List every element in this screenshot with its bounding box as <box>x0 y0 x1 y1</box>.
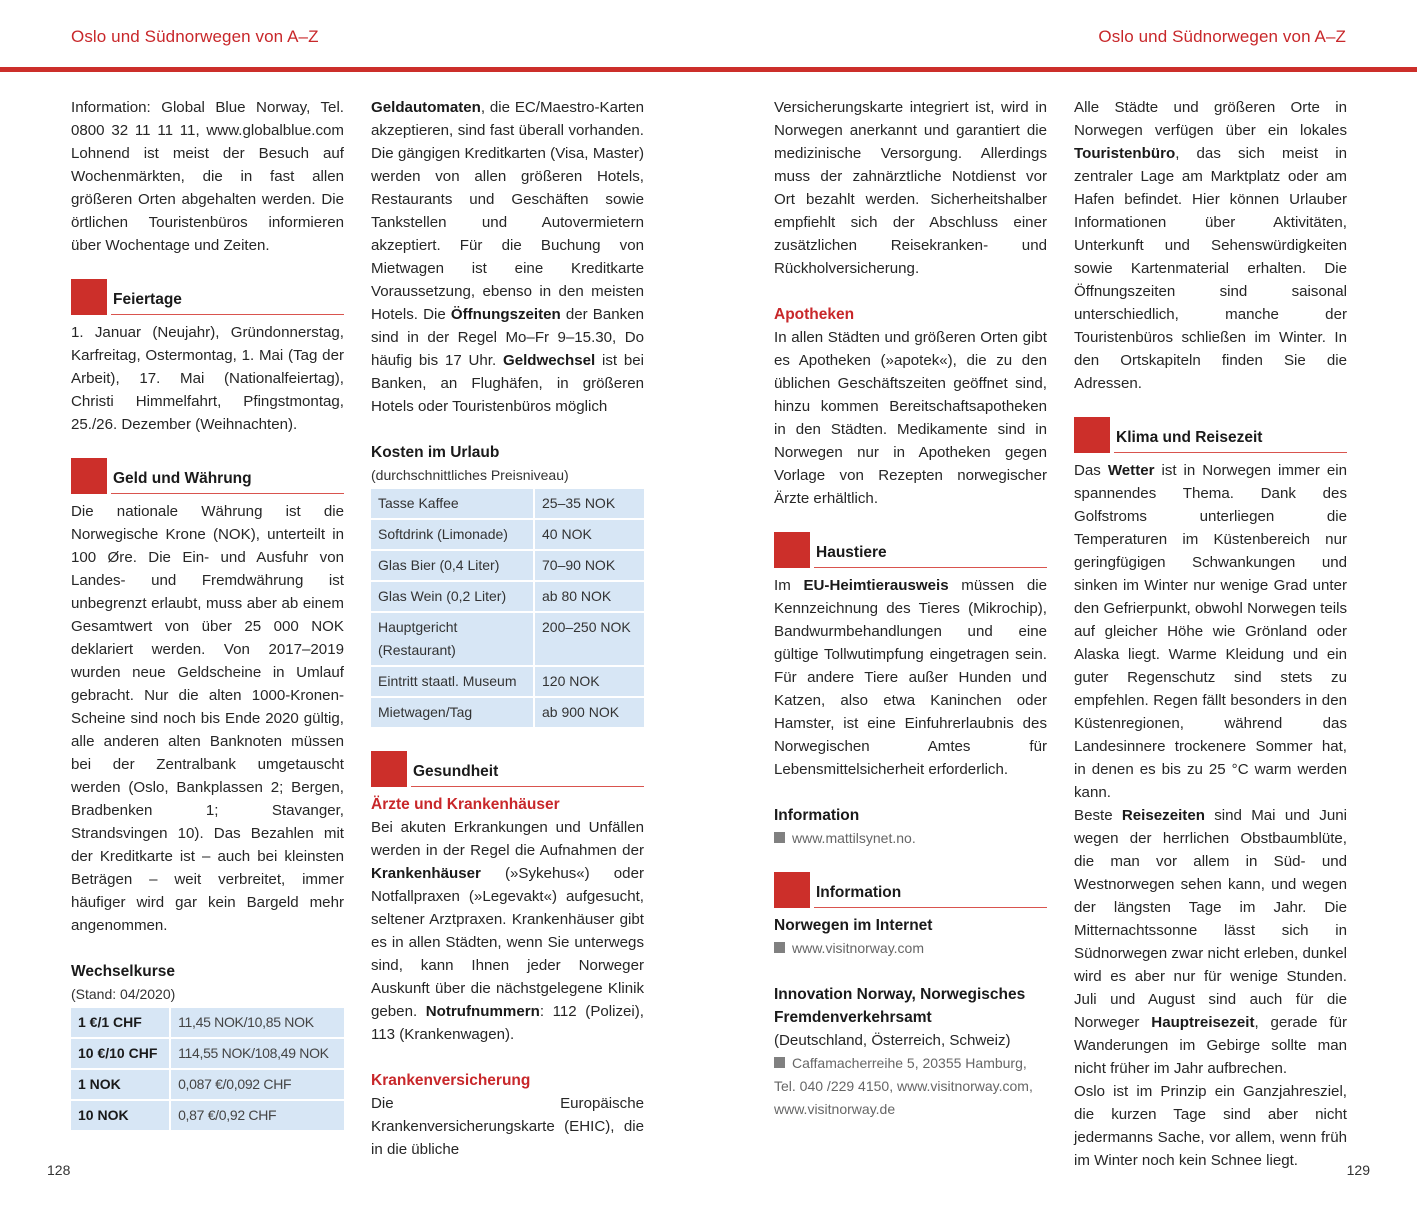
section-title: Gesundheit <box>413 763 499 780</box>
table-cell: Hauptgericht (Restaurant) <box>371 613 533 665</box>
text-run: ist in Norwegen immer ein spannendes Thema. Dank des Golfstroms unterliegen die Temperaturen im Küstenbereich nur geringfügigen Schwankungen und sinken im Winter nur wenige Grad unter den Gefrierpunkt, obwohl Norwegen teils auf gleicher Höhe wie Grönland oder Alaska liegt. Warme Kleidung und ein guter Regenschutz sind stets zu empfehlen. Regen fällt besonders in den Küstenregionen, während das Landesinnere trockenere Sommer hat, in denen es bis zu 25 °C warm werden kann. <box>1074 462 1348 801</box>
bold-term: Hauptreisezeit <box>1151 1014 1255 1031</box>
link-text[interactable]: www.visitnorway.com <box>792 940 924 956</box>
bold-term: Geldwechsel <box>502 352 596 369</box>
section-underline <box>411 786 644 788</box>
page-number-right: 129 <box>1346 1162 1370 1178</box>
section-header-gesundheit <box>371 751 644 787</box>
visitnorway-link[interactable] <box>774 937 1047 960</box>
text-run: , gerade für Wanderungen im Gebirge sollte man nicht früher im Jahr aufbrechen. <box>1074 1014 1348 1077</box>
bold-term: Reisezeiten <box>1121 807 1205 824</box>
bold-term: EU-Heimtierausweis <box>803 577 949 594</box>
feiertage-text: 1. Januar (Neujahr), Gründonnerstag, Karfreitag, Ostermontag, 1. Mai (Tag der Arbeit), 17. Mai (Nationalfeiertag), Christi Himmelfahrt, Pfingstmontag, 25./26. Dezember (Weihnachten). <box>71 324 344 433</box>
table-row <box>371 667 644 696</box>
haustiere-info-title: Information <box>774 807 860 824</box>
running-head-left: Oslo und Südnorwegen von A–Z <box>71 27 319 46</box>
section-underline <box>111 314 344 316</box>
cost-table <box>369 487 646 729</box>
table-cell: Eintritt staatl. Museum <box>371 667 533 696</box>
section-header-information <box>774 872 1047 908</box>
table-row <box>371 698 644 727</box>
subheading-krankenversicherung: Krankenversicherung <box>371 1072 531 1089</box>
text-run: ist bei Banken, an Flughäfen, in größeren Hotels oder Touristenbüros möglich <box>371 352 644 415</box>
table-cell: Softdrink (Limonade) <box>371 520 533 549</box>
apotheken-text: In allen Städten und größeren Orten gibt es Apotheken (»apotek«), die zu den üblichen Geschäftszeiten geöffnet sind, hinzu kommen Bereitschaftsapotheken in den Städten. Medikamente sind in Norwegen nur in Apotheken gegen Vorlage von Rezepten norwegischer Ärzte erhältlich. <box>774 329 1047 507</box>
text-run: , die EC/Maestro-Karten akzeptieren, sind fast überall vorhanden. Die gängigen Kreditkarten (Visa, Master) werden von allen größeren Hotels, Restaurants und Geschäften sowie Tankstellen und Autovermietern akzeptiert. Für die Buchung von Mietwagen ist eine Kreditkarte Voraussetzung, ebenso in den meisten Hotels. Die <box>371 99 644 323</box>
section-underline <box>814 907 1047 909</box>
section-marker-icon <box>71 458 107 494</box>
table-row <box>71 1039 344 1068</box>
innovation-norway-address <box>774 1052 1047 1121</box>
bullet-square-icon <box>774 942 785 953</box>
table-row <box>371 489 644 518</box>
text-run: Beste <box>1074 807 1122 824</box>
section-header-feiertage <box>71 279 344 315</box>
haustiere-text <box>774 574 1047 781</box>
text-run: Im <box>774 577 804 594</box>
subheading-apotheken: Apotheken <box>774 306 855 323</box>
bold-term: Touristenbüro <box>1074 145 1176 162</box>
text-run: : 112 (Polizei), 113 (Krankenwagen). <box>371 1003 645 1043</box>
running-head-right: Oslo und Südnorwegen von A–Z <box>1098 27 1346 46</box>
table-row <box>371 520 644 549</box>
table-cell: 1 €/1 CHF <box>71 1008 169 1037</box>
innovation-norway-title: Innovation Norway, Norwegisches Fremdenverkehrsamt <box>774 986 1026 1026</box>
table-cell: Tasse Kaffee <box>371 489 533 518</box>
subheading-aerzte: Ärzte und Krankenhäuser <box>371 796 560 813</box>
table-cell: 10 €/10 CHF <box>71 1039 169 1068</box>
text-run: sind Mai und Juni wegen der herrlichen Obstbaumblüte, die man vor allem in Süd- und Westnorwegen sehen kann, und wegen der längsten Tage im Jahr. Die Mitternachtssonne lässt sich in Südnorwegen zwar nicht erleben, dunkel wird es aber nur für wenige Stunden. Juli und August sind auch für die Norweger <box>1074 807 1347 1031</box>
aerzte-text <box>371 816 644 1046</box>
market-info-paragraph: Information: Global Blue Norway, Tel. 0800 32 11 11 11, www.globalblue.com Lohnend ist meist der Besuch auf Wochenmärkten, die in fast allen größeren Orten abgehalten werden. Die örtlichen Touristenbüros informieren über Wochentage und Zeiten. <box>71 99 344 254</box>
section-marker-icon <box>774 872 810 908</box>
text-run: (»Sykehus«) oder Notfallpraxen (»Legevakt«) aufgesucht, seltener Arztpraxen. Krankenhäuser gibt es in allen Städten, wenn Sie unterwegs sind, kann Ihnen jeder Norweger Auskunft über die nächstgelegene Klinik geben. <box>371 865 644 1020</box>
address-text: Caffamacherreihe 5, 20355 Hamburg, Tel. 040 /229 4150, www.visitnorway.com, www.visitnorway.de <box>774 1055 1033 1117</box>
bullet-square-icon <box>774 1057 785 1068</box>
wechselkurse-note: (Stand: 04/2020) <box>71 986 176 1002</box>
section-title: Feiertage <box>113 291 182 308</box>
column-2 <box>371 96 644 1161</box>
bold-term: Wetter <box>1107 462 1155 479</box>
table-cell: 200–250 NOK <box>535 613 644 665</box>
oslo-paragraph: Oslo ist im Prinzip ein Ganzjahresziel, die kurzen Tage sind aber nicht jedermanns Sache, vor allem, wenn früh im Winter noch kein Schnee liegt. <box>1074 1083 1347 1169</box>
section-header-geld <box>71 458 344 494</box>
table-cell: ab 900 NOK <box>535 698 644 727</box>
section-underline <box>814 567 1047 569</box>
table-row <box>371 613 644 665</box>
table-row <box>71 1008 344 1037</box>
column-1 <box>71 96 344 1132</box>
section-marker-icon <box>1074 417 1110 453</box>
bold-term: Krankenhäuser <box>371 865 481 882</box>
text-run: Bei akuten Erkrankungen und Unfällen werden in der Regel die Aufnahmen der <box>371 819 644 859</box>
table-row <box>71 1070 344 1099</box>
krankenversicherung-text: Die Europäische Krankenversicherungskarte (EHIC), die in die übliche <box>371 1095 644 1158</box>
table-row <box>371 582 644 611</box>
link-text[interactable]: www.mattilsynet.no. <box>792 830 916 846</box>
geld-continued-paragraph <box>371 96 644 418</box>
text-run: Das <box>1074 462 1108 479</box>
bold-term: Öffnungszeiten <box>450 306 561 323</box>
section-title: Haustiere <box>816 544 887 561</box>
geld-text: Die nationale Währung ist die Norwegische Krone (NOK), unterteilt in 100 Øre. Die Ein- und Ausfuhr von Landes- und Fremdwährung ist unbegrenzt erlaubt, muss aber ab einem Gesamtwert von über 25 000 NOK deklariert werden. Von 2017–2019 wurden neue Geldscheine in Umlauf gebracht. Nur die alten 1000-Kronen-Scheine sind noch bis Ende 2020 gültig, alle anderen alten Banknoten müssen bei der Zentralbank umgetauscht werden (Oslo, Bankplassen 2; Bergen, Bradbenken 1; Stavanger, Strandsvingen 10). Das Bezahlen mit der Kreditkarte ist – auch bei kleinsten Beträgen – weit verbreitet, immer häufiger wird gar kein Bargeld mehr angenommen. <box>71 503 344 934</box>
bold-term: Geldautomaten <box>371 99 481 116</box>
section-marker-icon <box>371 751 407 787</box>
text-run: der Banken sind in der Regel Mo–Fr 9–15.30, Do häufig bis 17 Uhr. <box>371 306 644 369</box>
table-cell: 40 NOK <box>535 520 644 549</box>
table-row <box>371 551 644 580</box>
section-header-klima <box>1074 417 1347 453</box>
krankenversicherung-continued: Versicherungskarte integriert ist, wird in Norwegen anerkannt und garantiert die medizinische Versorgung. Allerdings muss der zahnärztliche Notdienst vor Ort bezahlt werden. Sicherheitshalber empfiehlt sich der Abschluss einer zusätzlichen Reisekranken- und Rückholversicherung. <box>774 99 1047 277</box>
wetter-paragraph <box>1074 459 1347 804</box>
text-run: müssen die Kennzeichnung des Tieres (Mikrochip), Bandwurmbehandlungen und eine gültige Tollwutimpfung eingetragen sein. Für andere Tiere außer Hunden und Katzen, also etwa Kaninchen oder Hamster, ist eine Einfuhrerlaubnis des Norwegischen Amtes für Lebensmittelsicherheit erforderlich. <box>774 577 1047 778</box>
kosten-title: Kosten im Urlaub <box>371 444 500 461</box>
touristenbuero-paragraph <box>1074 96 1347 395</box>
section-title: Geld und Währung <box>113 470 252 487</box>
page-number-left: 128 <box>47 1162 71 1178</box>
wechselkurse-title: Wechselkurse <box>71 963 175 980</box>
table-row <box>71 1101 344 1130</box>
text-run: , das sich meist in zentraler Lage am Marktplatz oder am Hafen befindet. Hier können Urlauber Informationen über Aktivitäten, Unterkunft und Sehenswürdigkeiten sowie Kartenmaterial erhalten. Die Öffnungszeiten sind saisonal unterschiedlich, manche der Touristenbüros schließen im Winter. In den Ortskapiteln finden Sie die Adressen. <box>1074 145 1347 392</box>
table-cell: 25–35 NOK <box>535 489 644 518</box>
section-underline <box>111 493 344 495</box>
table-cell: 1 NOK <box>71 1070 169 1099</box>
bold-term: Notrufnummern <box>425 1003 540 1020</box>
text-run: Alle Städte und größeren Orte in Norwegen verfügen über ein lokales <box>1074 99 1347 139</box>
section-title: Klima und Reisezeit <box>1116 429 1263 446</box>
table-cell: Glas Bier (0,4 Liter) <box>371 551 533 580</box>
table-cell: Glas Wein (0,2 Liter) <box>371 582 533 611</box>
table-cell: 0,087 €/0,092 CHF <box>171 1070 344 1099</box>
column-4 <box>1074 96 1347 1172</box>
section-underline <box>1114 452 1347 454</box>
table-cell: 0,87 €/0,92 CHF <box>171 1101 344 1130</box>
table-cell: Mietwagen/Tag <box>371 698 533 727</box>
section-title: Information <box>816 884 902 901</box>
table-cell: 10 NOK <box>71 1101 169 1130</box>
column-3 <box>774 96 1047 1121</box>
section-header-haustiere <box>774 532 1047 568</box>
table-cell: 120 NOK <box>535 667 644 696</box>
exchange-rate-table <box>69 1006 346 1132</box>
header-rule <box>0 67 1417 72</box>
norwegen-internet-title: Norwegen im Internet <box>774 917 933 934</box>
kosten-note: (durchschnittliches Preisniveau) <box>371 467 569 483</box>
table-cell: 11,45 NOK/10,85 NOK <box>171 1008 344 1037</box>
reisezeiten-paragraph <box>1074 804 1347 1080</box>
table-cell: 114,55 NOK/108,49 NOK <box>171 1039 344 1068</box>
table-cell: ab 80 NOK <box>535 582 644 611</box>
innovation-norway-note: (Deutschland, Österreich, Schweiz) <box>774 1032 1011 1049</box>
bullet-square-icon <box>774 832 785 843</box>
haustiere-info-link[interactable] <box>774 827 1047 850</box>
section-marker-icon <box>71 279 107 315</box>
section-marker-icon <box>774 532 810 568</box>
table-cell: 70–90 NOK <box>535 551 644 580</box>
